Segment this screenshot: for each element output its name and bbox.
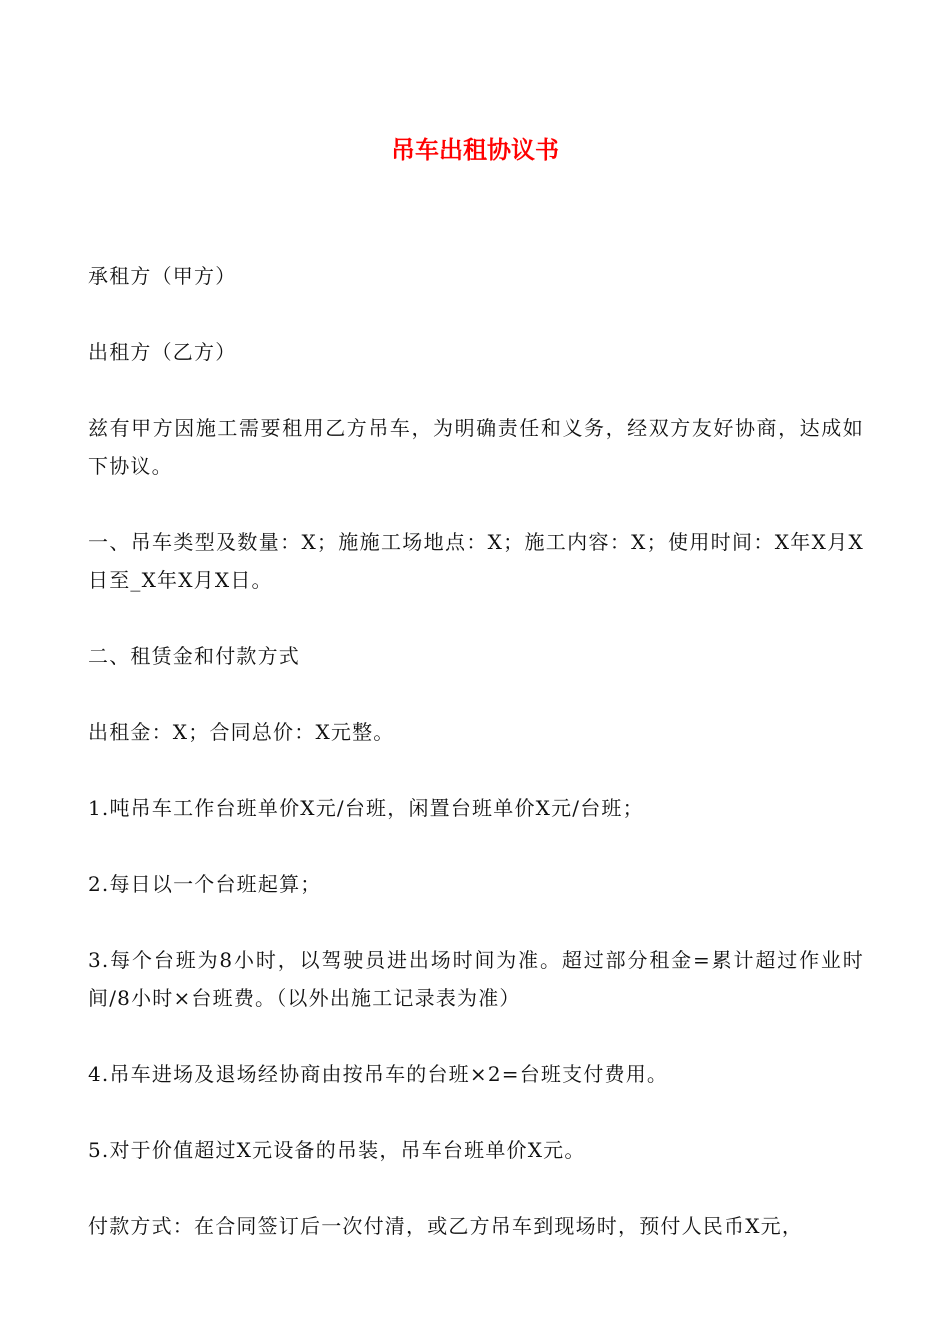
paragraph-lessee: 承租方（甲方）	[88, 264, 237, 288]
document-body	[88, 257, 864, 1283]
paragraph-item-1: 1.吨吊车工作台班单价X元/台班，闲置台班单价X元/台班；	[88, 796, 644, 820]
paragraph-payment: 付款方式：在合同签订后一次付清，或乙方吊车到现场时，预付人民币X元，	[88, 1214, 804, 1238]
paragraph-lessor: 出租方（乙方）	[88, 340, 237, 364]
paragraph-item-2: 2.每日以一个台班起算；	[88, 872, 322, 896]
paragraph-section-1: 一、吊车类型及数量：X；施施工场地点：X；施工内容：X；使用时间：X年X月X日至_X年X月X日。	[88, 530, 864, 592]
paragraph-item-5: 5.对于价值超过X元设备的吊装，吊车台班单价X元。	[88, 1138, 586, 1162]
paragraph-intro: 兹有甲方因施工需要租用乙方吊车，为明确责任和义务，经双方友好协商，达成如下协议。	[88, 416, 864, 478]
document-title: 吊车出租协议书	[391, 136, 559, 164]
paragraph-rent: 出租金：X；合同总价：X元整。	[88, 720, 395, 744]
paragraph-item-4: 4.吊车进场及退场经协商由按吊车的台班×2=台班支付费用。	[88, 1062, 669, 1086]
paragraph-section-2-heading: 二、租赁金和付款方式	[88, 644, 300, 668]
paragraph-item-3: 3.每个台班为8小时，以驾驶员进出场时间为准。超过部分租金=累计超过作业时间/8小时×台班费。（以外出施工记录表为准）	[88, 948, 864, 1010]
